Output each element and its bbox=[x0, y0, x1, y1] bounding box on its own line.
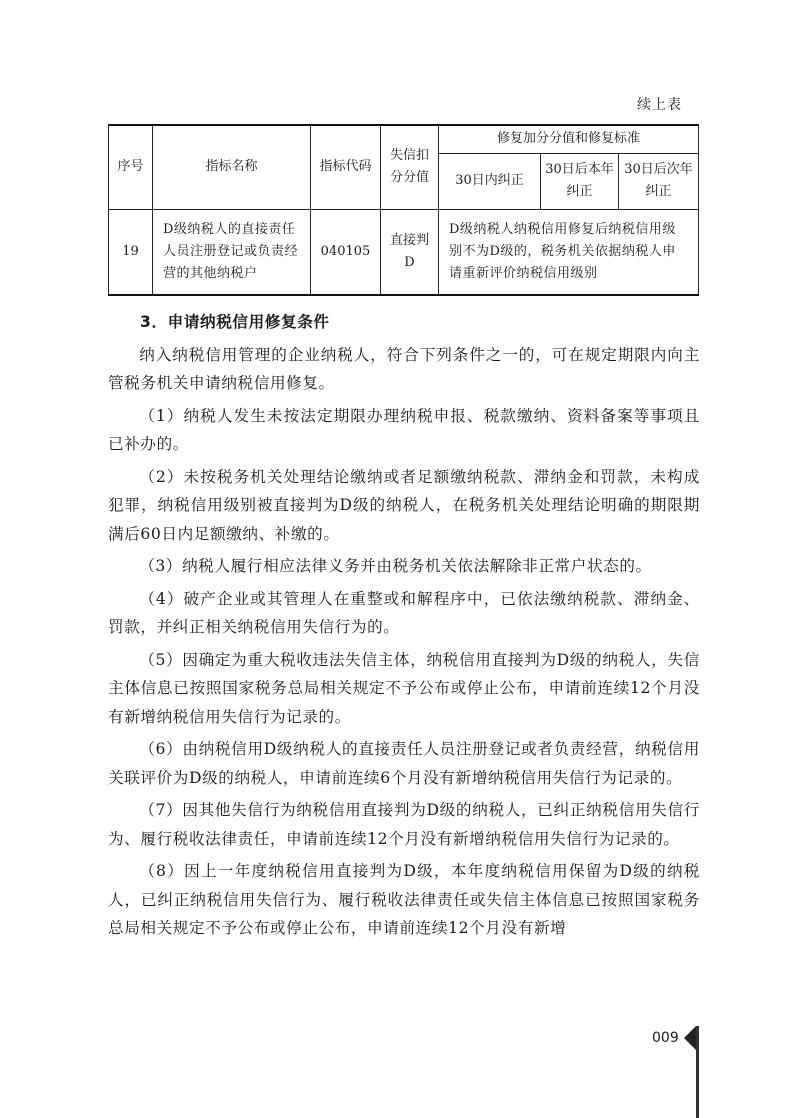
paragraph: （2）未按税务机关处理结论缴纳或者足额缴纳税款、滞纳金和罚款，未构成犯罪，纳税信用级别被直接判为D级的纳税人，在税务机关处理结论明确的期限期满后60日内足额缴纳、补缴的。 bbox=[108, 467, 700, 543]
header-after-30-this-year: 30日后本年纠正 bbox=[541, 153, 619, 209]
header-deduction: 失信扣分分值 bbox=[381, 125, 439, 209]
paragraph: 纳入纳税信用管理的企业纳税人，符合下列条件之一的，可在规定期限内向主管税务机关申请纳税信用修复。 bbox=[108, 345, 700, 392]
body-text bbox=[108, 308, 700, 947]
cell-seq: 19 bbox=[109, 209, 153, 295]
paragraph: （4）破产企业或其管理人在重整或和解程序中，已依法缴纳税款、滞纳金、罚款，并纠正相关纳税信用失信行为的。 bbox=[108, 589, 700, 636]
header-indicator-name: 指标名称 bbox=[153, 125, 311, 209]
header-indicator-code: 指标代码 bbox=[311, 125, 381, 209]
paragraph: （6）由纳税信用D级纳税人的直接责任人员注册登记或者负责经营，纳税信用关联评价为D级的纳税人，申请前连续6个月没有新增纳税信用失信行为记录的。 bbox=[108, 740, 700, 787]
cell-indicator-code: 040105 bbox=[311, 209, 381, 295]
paragraph: （7）因其他失信行为纳税信用直接判为D级的纳税人，已纠正纳税信用失信行为、履行税收法律责任，申请前连续12个月没有新增纳税信用失信行为记录的。 bbox=[108, 801, 700, 848]
section-heading: 3．申请纳税信用修复条件 bbox=[140, 313, 330, 331]
header-repair-group: 修复加分分值和修复标准 bbox=[439, 125, 699, 153]
paragraph: （8）因上一年度纳税信用直接判为D级，本年度纳税信用保留为D级的纳税人，已纠正纳税信用失信行为、履行税收法律责任或失信主体信息已按照国家税务总局相关规定不予公布或停止公布，申请前连续12个月没有新增 bbox=[108, 862, 700, 937]
page-edge-line bbox=[696, 1026, 699, 1118]
cell-deduction: 直接判D bbox=[381, 209, 439, 295]
header-within-30-days: 30日内纠正 bbox=[439, 153, 541, 209]
paragraph: （3）纳税人履行相应法律义务并由税务机关依法解除非正常户状态的。 bbox=[139, 557, 652, 575]
cell-repair-standard: D级纳税人纳税信用修复后纳税信用级别不为D级的，税务机关依据纳税人申请重新评价纳税信用级别 bbox=[439, 209, 699, 295]
continued-label: 续上表 bbox=[637, 97, 682, 113]
page-number: 009 bbox=[652, 1030, 679, 1046]
page-tab-marker-icon bbox=[684, 1026, 696, 1050]
header-after-30-next-year: 30日后次年纠正 bbox=[619, 153, 699, 209]
table-row bbox=[109, 209, 699, 295]
indicator-table bbox=[108, 124, 699, 296]
header-seq: 序号 bbox=[109, 125, 153, 209]
paragraph: （1）纳税人发生未按法定期限办理纳税申报、税款缴纳、资料备案等事项且已补办的。 bbox=[108, 406, 700, 453]
cell-indicator-name: D级纳税人的直接责任人员注册登记或负责经营的其他纳税户 bbox=[153, 209, 311, 295]
paragraph: （5）因确定为重大税收违法失信主体，纳税信用直接判为D级的纳税人，失信主体信息已按照国家税务总局相关规定不予公布或停止公布，申请前连续12个月没有新增纳税信用失信行为记录的。 bbox=[108, 650, 700, 726]
